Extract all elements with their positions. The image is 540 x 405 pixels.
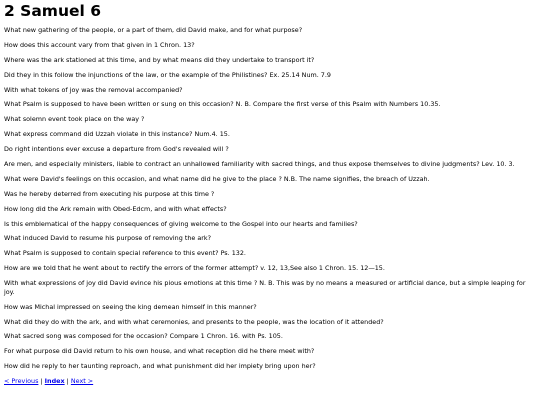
- nav-separator: |: [66, 377, 69, 386]
- question-item: What Psalm is supposed to contain special reference to this event? Ps. 132.: [4, 249, 246, 258]
- page-navigation: [4, 377, 536, 386]
- question-item: What were David's feelings on this occasion, and what name did he give to the place ? N.B. The name signifies, the breach of Uzzah.: [4, 174, 430, 183]
- question-item: How long did the Ark remain with Obed-Edcm, and with what effects?: [4, 204, 227, 213]
- question-list: [4, 26, 536, 371]
- question-item: What induced David to resume his purpose of removing the ark?: [4, 234, 211, 243]
- next-link[interactable]: Next >: [70, 377, 94, 386]
- question-item: What solemn event took place on the way ?: [4, 115, 145, 124]
- question-item: Do right intentions ever excuse a departure from God's revealed will ?: [4, 145, 229, 154]
- page-title: 2 Samuel 6: [4, 2, 101, 20]
- question-item: Did they in this follow the injunctions of the law, or the example of the Philistines? Ex. 25.14 Num. 7.9: [4, 70, 331, 79]
- nav-separator: |: [40, 377, 43, 386]
- question-item: What sacred song was composed for the occasion? Compare 1 Chron. 16. with Ps. 105.: [4, 332, 283, 341]
- question-item: How did he reply to her taunting reproach, and what punishment did her impiety bring upon her?: [4, 362, 316, 371]
- question-item: What Psalm is supposed to have been written or sung on this occasion? N. B. Compare the first verse of this Psalm with Numbers 10.35.: [4, 100, 441, 109]
- question-item: What express command did Uzzah violate in this instance? Num.4. 15.: [4, 130, 230, 139]
- question-item: Was he hereby deterred from executing his purpose at this time ?: [4, 189, 215, 198]
- question-item: For what purpose did David return to his own house, and what reception did he there meet with?: [4, 347, 315, 356]
- question-item: What new gathering of the people, or a part of them, did David make, and for what purpose?: [4, 26, 303, 34]
- question-item: Are men, and especially ministers, liable to contract an unhallowed familiarity with sacred things, and thus expose themselves to divine judgments? Lev. 10. 3.: [4, 160, 515, 169]
- previous-link[interactable]: < Previous: [4, 377, 39, 386]
- question-item: How was Michal impressed on seeing the king demean himself in this manner?: [4, 302, 257, 311]
- question-item: Where was the ark stationed at this time, and by what means did they undertake to transport it?: [4, 55, 315, 64]
- question-item: How does this account vary from that given in 1 Chron. 13?: [4, 40, 195, 49]
- question-item: With what expressions of joy did David evince his pious emotions at this time ? N. B. This was by no means a measured or artificial dance, but a simple leaping for joy.: [4, 279, 526, 296]
- question-item: With what tokens of joy was the removal accompanied?: [4, 85, 183, 94]
- index-link[interactable]: Index: [44, 377, 65, 386]
- question-item: How are we told that he went about to rectify the errors of the former attempt? v. 12, 13,See also 1 Chron. 15. 12—15.: [4, 264, 385, 273]
- question-item: What did they do with the ark, and with what ceremonies, and presents to the people, was the location of it attended?: [4, 317, 384, 326]
- question-item: Is this emblematical of the happy consequences of giving welcome to the Gospel into our hearts and families?: [4, 219, 358, 228]
